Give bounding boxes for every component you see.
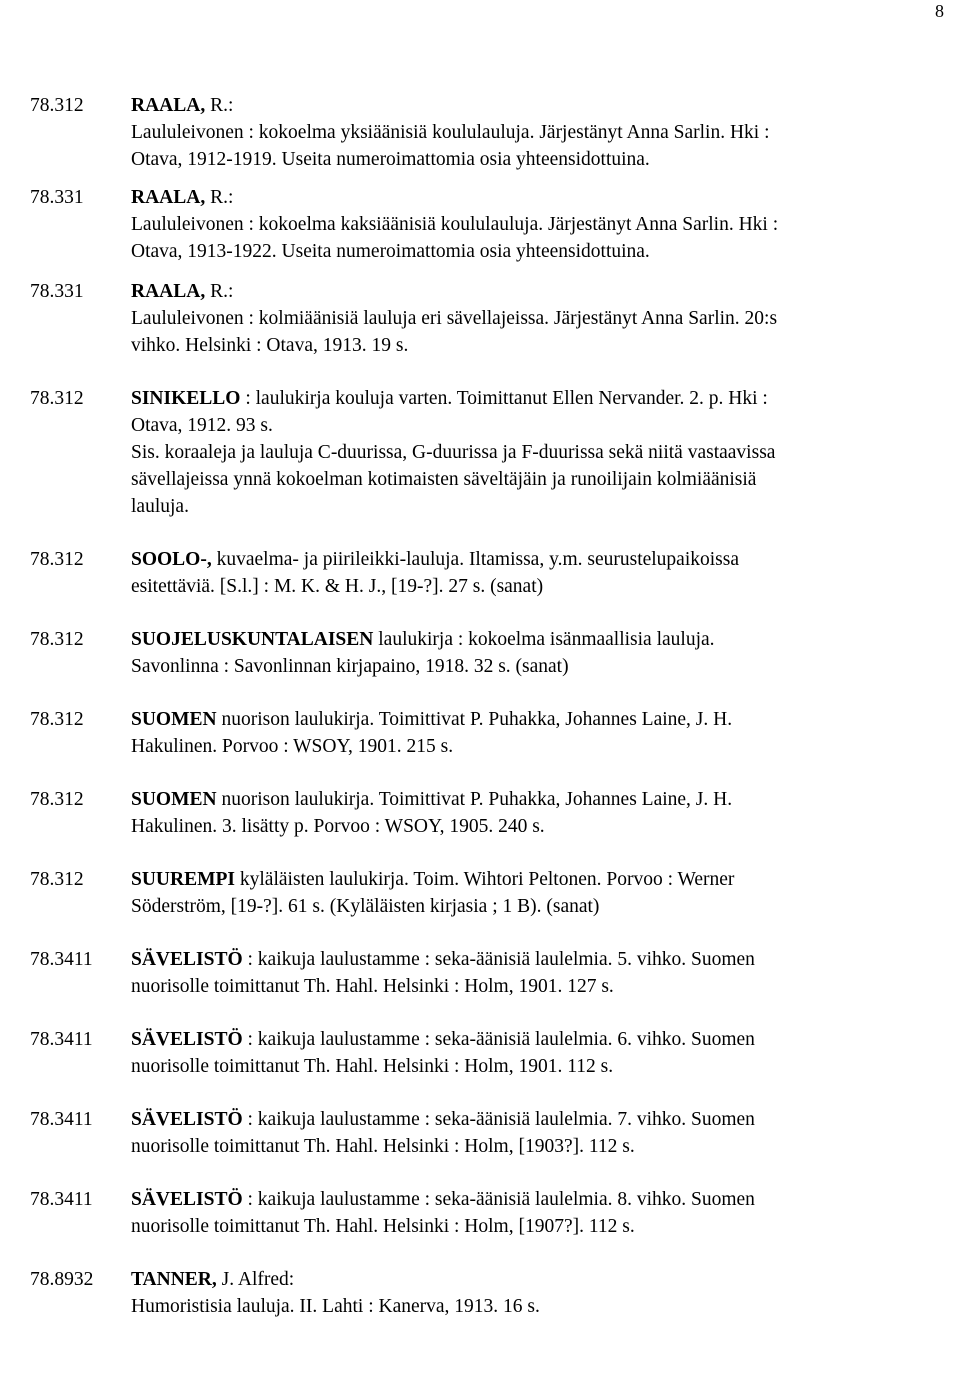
class-code: 78.312 (30, 789, 84, 810)
entry-line: Laululeivonen : kokoelma yksiäänisiä koululauluja. Järjestänyt Anna Sarlin. Hki : (131, 122, 770, 143)
entry-body (131, 946, 930, 1000)
catalog-entry (30, 866, 930, 920)
entry-heading: SUOJELUSKUNTALAISEN (131, 629, 374, 650)
entry-line: Hakulinen. 3. lisätty p. Porvoo : WSOY, 1905. 240 s. (131, 816, 545, 837)
entry-line: nuorisolle toimittanut Th. Hahl. Helsinki : Holm, [1903?]. 112 s. (131, 1136, 635, 1157)
class-code: 78.3411 (30, 1189, 93, 1210)
entry-heading: RAALA, (131, 281, 206, 302)
class-code: 78.8932 (30, 1269, 94, 1290)
catalog-entry (30, 1026, 930, 1080)
class-code: 78.3411 (30, 1029, 93, 1050)
catalog-entries (30, 92, 930, 1346)
entry-heading-rest: : kaikuja laulustamme : seka-äänisiä laulelmia. 8. vihko. Suomen (242, 1189, 755, 1210)
catalog-entry (30, 385, 930, 520)
entry-heading: RAALA, (131, 95, 206, 116)
entry-heading: TANNER, (131, 1269, 217, 1290)
entry-heading-rest: : kaikuja laulustamme : seka-äänisiä laulelmia. 5. vihko. Suomen (242, 949, 755, 970)
class-code: 78.3411 (30, 949, 93, 970)
entry-body (131, 1266, 930, 1320)
entry-heading: SÄVELISTÖ (131, 1029, 243, 1050)
page-number: 8 (935, 1, 944, 21)
catalog-entry (30, 1186, 930, 1240)
entry-heading-rest: : kaikuja laulustamme : seka-äänisiä laulelmia. 6. vihko. Suomen (242, 1029, 755, 1050)
entry-heading-rest: R.: (205, 187, 234, 208)
entry-line: Söderström, [19-?]. 61 s. (Kyläläisten kirjasia ; 1 B). (sanat) (131, 896, 600, 917)
entry-heading-rest: nuorison laulukirja. Toimittivat P. Puhakka, Johannes Laine, J. H. (216, 709, 733, 730)
entry-body (131, 706, 930, 760)
entry-heading-rest: kyläläisten laulukirja. Toim. Wihtori Peltonen. Porvoo : Werner (235, 869, 735, 890)
entry-line: Hakulinen. Porvoo : WSOY, 1901. 215 s. (131, 736, 454, 757)
entry-line: esitettäviä. [S.l.] : M. K. & H. J., [19-?]. 27 s. (sanat) (131, 576, 544, 597)
entry-line: Savonlinna : Savonlinnan kirjapaino, 1918. 32 s. (sanat) (131, 656, 569, 677)
entry-body (131, 278, 930, 359)
class-code: 78.312 (30, 388, 84, 409)
entry-heading-rest: nuorison laulukirja. Toimittivat P. Puhakka, Johannes Laine, J. H. (216, 789, 733, 810)
entry-heading: SÄVELISTÖ (131, 1189, 243, 1210)
catalog-entry (30, 92, 930, 173)
entry-line: sävellajeissa ynnä kokoelman kotimaisten säveltäjäin ja runoilijain kolmiäänisiä (131, 469, 757, 490)
catalog-entry (30, 546, 930, 600)
catalog-entry (30, 786, 930, 840)
entry-body (131, 184, 930, 265)
entry-body (131, 626, 930, 680)
entry-heading: SUOMEN (131, 709, 217, 730)
entry-heading-rest: R.: (205, 95, 234, 116)
entry-heading: SUOMEN (131, 789, 217, 810)
entry-line: vihko. Helsinki : Otava, 1913. 19 s. (131, 335, 409, 356)
catalog-entry (30, 946, 930, 1000)
class-code: 78.312 (30, 95, 84, 116)
entry-line: Otava, 1912-1919. Useita numeroimattomia osia yhteensidottuina. (131, 149, 650, 170)
entry-body (131, 385, 930, 520)
catalog-entry (30, 706, 930, 760)
catalog-entry (30, 626, 930, 680)
entry-body (131, 866, 930, 920)
entry-heading: SOOLO-, (131, 549, 212, 570)
entry-line: Laululeivonen : kolmiäänisiä lauluja eri sävellajeissa. Järjestänyt Anna Sarlin. 20:s (131, 308, 778, 329)
catalog-entry (30, 1266, 930, 1320)
entry-line: Otava, 1912. 93 s. (131, 415, 273, 436)
entry-line: Laululeivonen : kokoelma kaksiäänisiä koululauluja. Järjestänyt Anna Sarlin. Hki : (131, 214, 779, 235)
class-code: 78.312 (30, 629, 84, 650)
catalog-entry (30, 184, 930, 265)
entry-line: Otava, 1913-1922. Useita numeroimattomia osia yhteensidottuina. (131, 241, 650, 262)
entry-body (131, 92, 930, 173)
class-code: 78.3411 (30, 1109, 93, 1130)
entry-body (131, 1026, 930, 1080)
entry-heading: SÄVELISTÖ (131, 949, 243, 970)
entry-line: nuorisolle toimittanut Th. Hahl. Helsinki : Holm, [1907?]. 112 s. (131, 1216, 635, 1237)
entry-heading-rest: : kaikuja laulustamme : seka-äänisiä laulelmia. 7. vihko. Suomen (242, 1109, 755, 1130)
class-code: 78.312 (30, 869, 84, 890)
entry-heading: RAALA, (131, 187, 206, 208)
entry-body (131, 546, 930, 600)
entry-heading: SINIKELLO (131, 388, 241, 409)
entry-line: nuorisolle toimittanut Th. Hahl. Helsinki : Holm, 1901. 127 s. (131, 976, 614, 997)
class-code: 78.312 (30, 549, 84, 570)
entry-body (131, 1186, 930, 1240)
entry-body (131, 1106, 930, 1160)
entry-heading-rest: J. Alfred: (216, 1269, 295, 1290)
entry-heading-rest: laulukirja : kokoelma isänmaallisia lauluja. (373, 629, 715, 650)
entry-heading-rest: kuvaelma- ja piirileikki-lauluja. Iltamissa, y.m. seurustelupaikoissa (211, 549, 740, 570)
entry-heading: SUUREMPI (131, 869, 236, 890)
entry-heading: SÄVELISTÖ (131, 1109, 243, 1130)
entry-line: lauluja. (131, 496, 189, 517)
entry-line: Sis. koraaleja ja lauluja C-duurissa, G-duurissa ja F-duurissa sekä niitä vastaavissa (131, 442, 776, 463)
class-code: 78.312 (30, 709, 84, 730)
entry-heading-rest: : laulukirja kouluja varten. Toimittanut Ellen Nervander. 2. p. Hki : (240, 388, 768, 409)
catalog-entry (30, 1106, 930, 1160)
class-code: 78.331 (30, 281, 84, 302)
catalog-entry (30, 278, 930, 359)
entry-line: nuorisolle toimittanut Th. Hahl. Helsinki : Holm, 1901. 112 s. (131, 1056, 614, 1077)
entry-line: Humoristisia lauluja. II. Lahti : Kanerva, 1913. 16 s. (131, 1296, 540, 1317)
entry-heading-rest: R.: (205, 281, 234, 302)
class-code: 78.331 (30, 187, 84, 208)
entry-body (131, 786, 930, 840)
